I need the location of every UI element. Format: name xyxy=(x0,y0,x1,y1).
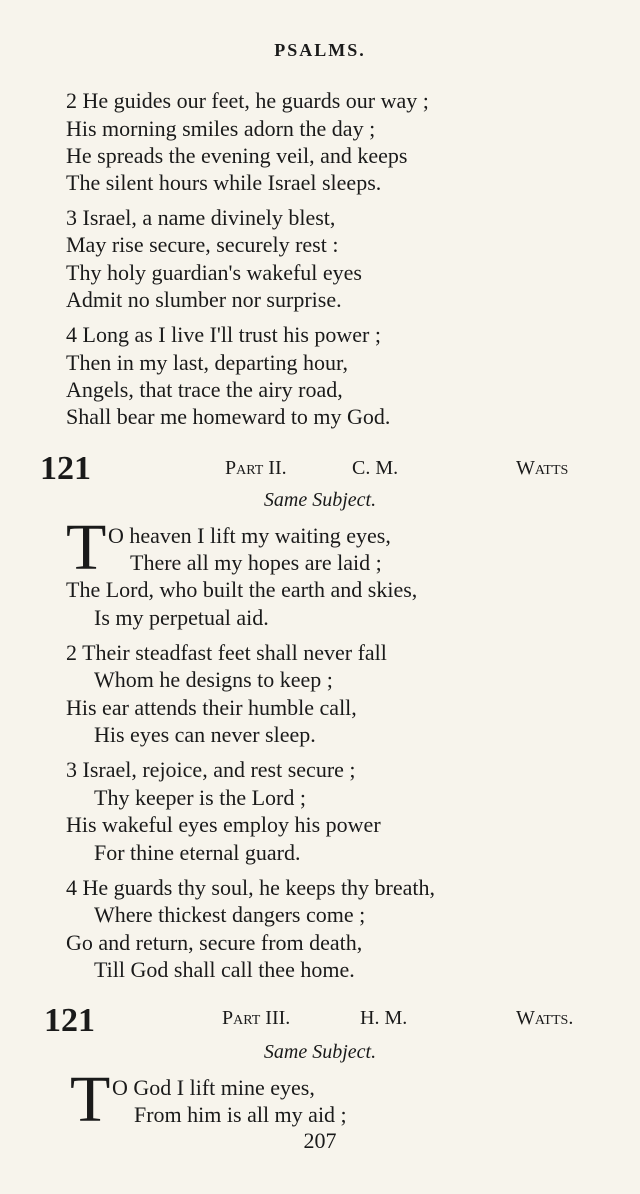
hymn-subject: Same Subject. xyxy=(263,1041,377,1063)
verse-line: The silent hours while Israel sleeps. xyxy=(66,170,382,195)
verse-line: His morning smiles adorn the day ; xyxy=(66,116,376,141)
verse-line: O God I lift mine eyes, xyxy=(112,1075,315,1100)
verse-line: There all my hopes are laid ; xyxy=(130,550,382,575)
verse-line: Go and return, secure from death, xyxy=(66,930,363,955)
verse-line: 2 He guides our feet, he guards our way ; xyxy=(66,88,429,113)
verse-line: May rise secure, securely rest : xyxy=(66,232,339,257)
verse-line: For thine eternal guard. xyxy=(94,840,301,865)
verse-line: Thy holy guardian's wakeful eyes xyxy=(66,260,362,285)
verse-line: Thy keeper is the Lord ; xyxy=(94,785,306,810)
verse-line: His ear attends their humble call, xyxy=(66,695,357,720)
verse-line: Shall bear me homeward to my God. xyxy=(66,404,391,429)
verse-line: 4 Long as I live I'll trust his power ; xyxy=(66,322,381,347)
hymn-part: Part III. xyxy=(222,1007,291,1029)
verse-line: Where thickest dangers come ; xyxy=(94,902,366,927)
hymn-meter: C. M. xyxy=(352,457,399,479)
verse-line: He spreads the evening veil, and keeps xyxy=(66,143,408,168)
verse-line: Then in my last, departing hour, xyxy=(66,350,349,375)
verse-line: Till God shall call thee home. xyxy=(94,957,355,982)
verse-line: 2 Their steadfast feet shall never fall xyxy=(66,640,387,665)
hymn-author: Watts. xyxy=(516,1007,574,1029)
verse-line: His wakeful eyes employ his power xyxy=(66,812,381,837)
verse-line: Angels, that trace the airy road, xyxy=(66,377,343,402)
verse-line: 3 Israel, a name divinely blest, xyxy=(66,205,336,230)
verse-line: 3 Israel, rejoice, and rest secure ; xyxy=(66,757,356,782)
verse-line: 4 He guards thy soul, he keeps thy breath, xyxy=(66,875,436,900)
verse-line: Is my perpetual aid. xyxy=(94,605,269,630)
verse-line: O heaven I lift my waiting eyes, xyxy=(108,523,391,548)
running-head: PSALMS. xyxy=(274,40,366,60)
verse-line: The Lord, who built the earth and skies, xyxy=(66,577,418,602)
page-number: 207 xyxy=(303,1128,337,1153)
hymn-number: 121 xyxy=(44,1002,95,1039)
verse-line: His eyes can never sleep. xyxy=(94,722,316,747)
hymn-meter: H. M. xyxy=(360,1007,408,1029)
verse-line: Whom he designs to keep ; xyxy=(94,667,333,692)
hymn-subject: Same Subject. xyxy=(263,489,377,511)
drop-cap: T xyxy=(70,1063,111,1136)
verse-line: Admit no slumber nor surprise. xyxy=(66,287,342,312)
hymn-part: Part II. xyxy=(225,457,287,479)
hymn-number: 121 xyxy=(40,450,91,487)
hymn-author: Watts xyxy=(516,457,569,479)
verse-line: From him is all my aid ; xyxy=(134,1102,347,1127)
drop-cap: T xyxy=(66,511,107,584)
